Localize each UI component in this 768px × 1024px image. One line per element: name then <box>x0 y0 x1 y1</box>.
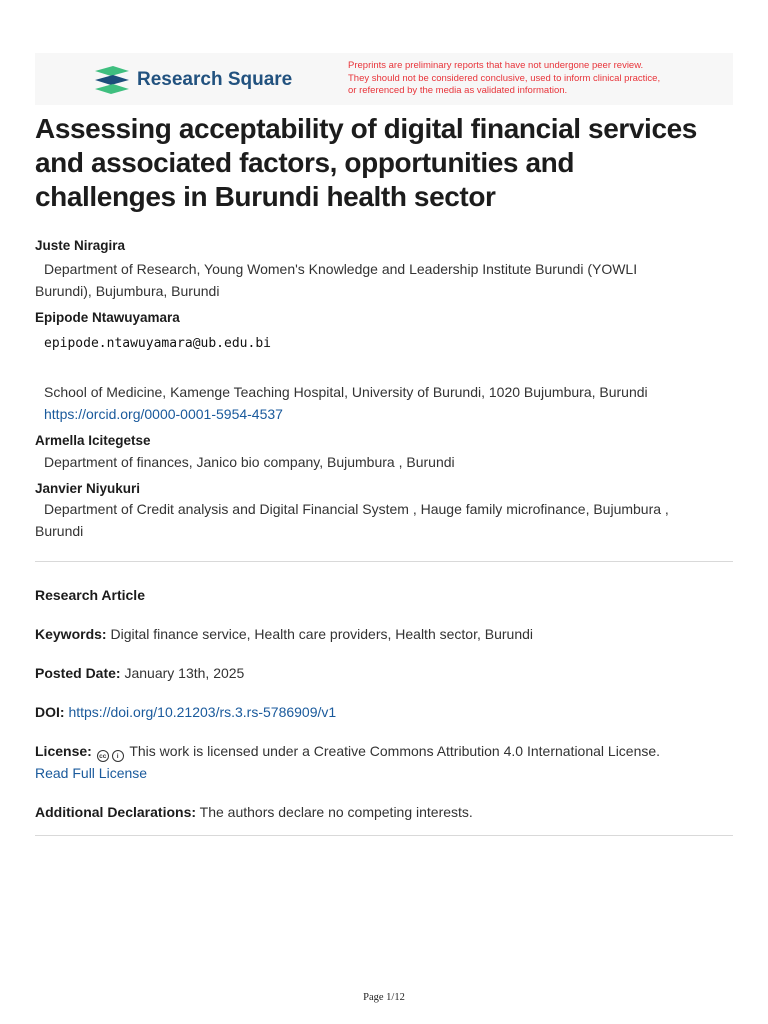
author-affiliation <box>35 498 735 542</box>
author-name: Armella Icitegetse <box>35 433 151 448</box>
license-row <box>35 740 735 784</box>
orcid-link[interactable]: https://orcid.org/0000-0001-5954-4537 <box>44 406 283 422</box>
declarations-value: The authors declare no competing interests. <box>199 804 473 820</box>
disclaimer-line: Preprints are preliminary reports that have not undergone peer review. <box>348 60 644 71</box>
divider <box>35 835 733 836</box>
divider <box>35 561 733 562</box>
research-square-logo[interactable] <box>93 64 292 96</box>
brand-name: Research Square <box>137 69 293 90</box>
read-full-license-link[interactable]: Read Full License <box>35 765 148 781</box>
author-email[interactable]: epipode.ntawuyamara@ub.edu.bi <box>44 336 271 351</box>
declarations-row <box>35 801 735 823</box>
license-text: This work is licensed under a Creative Commons Attribution 4.0 International License. <box>129 743 661 759</box>
author-affiliation <box>35 258 735 302</box>
disclaimer-line: They should not be considered conclusive, used to inform clinical practice, <box>348 72 661 84</box>
title-line: and associated factors, opportunities and <box>35 147 575 178</box>
attribution-icon: i <box>112 750 124 762</box>
affiliation-line: Department of Research, Young Women's Knowledge and Leadership Institute Burundi (YOWLI <box>44 261 638 277</box>
preprint-disclaimer <box>348 60 708 98</box>
affiliation-line: Department of Credit analysis and Digital Financial System , Hauge family microfinance, Bujumbura , <box>44 501 669 517</box>
disclaimer-line: or referenced by the media as validated information. <box>348 85 568 96</box>
posted-date-label: Posted Date: <box>35 665 121 681</box>
article-type <box>35 584 735 606</box>
cc-icons <box>97 750 124 762</box>
posted-date-value: January 13th, 2025 <box>124 665 245 681</box>
keywords-value: Digital finance service, Health care providers, Health sector, Burundi <box>110 626 534 642</box>
author-name: Janvier Niyukuri <box>35 481 141 496</box>
doi-label: DOI: <box>35 704 65 720</box>
author-affiliation <box>35 381 735 425</box>
article-type-label: Research Article <box>35 587 145 603</box>
author-name: Epipode Ntawuyamara <box>35 310 180 325</box>
creative-commons-icon: cc <box>97 750 109 762</box>
doi-row <box>35 701 735 723</box>
paper-title <box>35 112 735 214</box>
author-name: Juste Niragira <box>35 238 126 253</box>
keywords-row <box>35 623 735 645</box>
title-line: challenges in Burundi health sector <box>35 181 496 212</box>
title-line: Assessing acceptability of digital financial services <box>35 113 697 144</box>
posted-date-row <box>35 662 735 684</box>
keywords-label: Keywords: <box>35 626 107 642</box>
research-square-logo-icon <box>93 65 131 95</box>
page-number: Page 1/12 <box>363 992 405 1003</box>
affiliation-line: Department of finances, Janico bio company, Bujumbura , Burundi <box>44 454 455 470</box>
doi-link[interactable]: https://doi.org/10.21203/rs.3.rs-5786909/v1 <box>68 704 337 720</box>
declarations-label: Additional Declarations: <box>35 804 197 820</box>
affiliation-line: Burundi), Bujumbura, Burundi <box>35 283 220 299</box>
affiliation-line: School of Medicine, Kamenge Teaching Hospital, University of Burundi, 1020 Bujumbura, Burundi <box>44 384 648 400</box>
author-affiliation <box>35 451 735 473</box>
affiliation-line: Burundi <box>35 523 84 539</box>
license-label: License: <box>35 743 92 759</box>
